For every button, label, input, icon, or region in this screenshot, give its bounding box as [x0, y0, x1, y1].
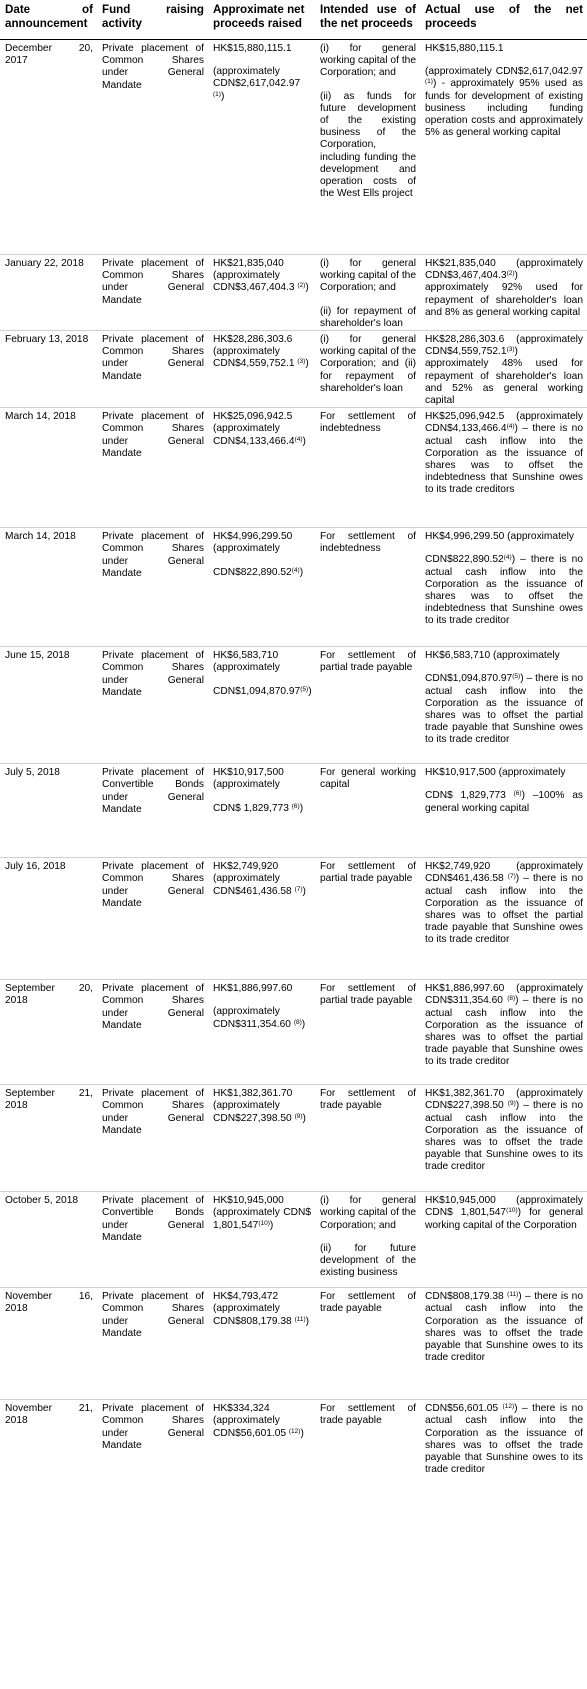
cell-paragraph: HK$334,324 (approximately CDN$56,601.05 $^{(12)}$)	[213, 1403, 304, 1439]
table-row	[0, 1400, 587, 1496]
cell-date: November 16, 2018	[0, 1288, 97, 1400]
cell-activity: Private placement of Common Shares under General Mandate	[97, 331, 208, 408]
cell-paragraph: For settlement of partial trade payable	[320, 983, 416, 1007]
cell-intended	[315, 858, 420, 980]
cell-paragraph: For settlement of partial trade payable	[320, 861, 416, 885]
cell-date: March 14, 2018	[0, 528, 97, 647]
cell-intended	[315, 40, 420, 255]
cell-proceeds	[208, 647, 315, 764]
cell-intended	[315, 764, 420, 858]
cell-paragraph: HK$6,583,710 (approximately	[425, 650, 560, 662]
footnote-marker: (11)	[507, 1291, 519, 1299]
table-row	[0, 40, 587, 255]
cell-paragraph: (approximately CDN$2,617,042.97 $^{(1)}$)	[213, 66, 301, 102]
header-row	[0, 0, 587, 40]
cell-date: July 5, 2018	[0, 764, 97, 858]
header-proceeds: Approximate net proceeds raised	[208, 0, 315, 40]
cell-activity: Private placement of Common Shares under General Mandate	[97, 408, 208, 528]
cell-proceeds	[208, 528, 315, 647]
cell-actual	[420, 647, 587, 764]
cell-paragraph: HK$1,886,997.60	[213, 983, 293, 995]
cell-date: February 13, 2018	[0, 331, 97, 408]
cell-activity: Private placement of Common Shares under General Mandate	[97, 858, 208, 980]
cell-proceeds	[208, 1400, 315, 1496]
cell-activity: Private placement of Convertible Bonds under General Mandate	[97, 1192, 208, 1288]
cell-paragraph: For settlement of trade payable	[320, 1403, 416, 1427]
table-row	[0, 331, 587, 408]
cell-activity: Private placement of Convertible Bonds under General Mandate	[97, 764, 208, 858]
footnote-marker: (12)	[502, 1403, 515, 1411]
cell-actual	[420, 980, 587, 1085]
footnote-marker: (1)	[425, 78, 433, 86]
cell-activity: Private placement of Common Shares under General Mandate	[97, 528, 208, 647]
footnote-marker: (5)	[300, 685, 309, 693]
cell-paragraph: CDN$56,601.05 $^{(12)}$) – there is no actual cash inflow into the Corporation as the issuance of shares was to offset the trade payable that Sunshine owes to its trade creditor	[425, 1403, 583, 1476]
cell-intended	[315, 255, 420, 331]
footnote-marker: (1)	[213, 90, 221, 98]
cell-proceeds	[208, 331, 315, 408]
cell-actual	[420, 255, 587, 331]
cell-activity: Private placement of Common Shares under General Mandate	[97, 1288, 208, 1400]
cell-paragraph: For settlement of trade payable	[320, 1088, 416, 1112]
cell-paragraph: HK$10,945,000 (approximately CDN$ 1,801,547$^{(10)}$) for general working capital of the Corporation	[425, 1195, 583, 1231]
cell-paragraph: CDN$1,094,870.97$^{(5)}$)	[213, 685, 312, 697]
cell-intended	[315, 528, 420, 647]
cell-paragraph: HK$15,880,115.1	[213, 43, 292, 54]
cell-intended	[315, 1400, 420, 1496]
cell-paragraph: HK$10,917,500 (approximately	[425, 767, 566, 779]
cell-activity: Private placement of Common Shares under General Mandate	[97, 1085, 208, 1192]
cell-actual	[420, 1400, 587, 1496]
cell-paragraph: For settlement of indebtedness	[320, 411, 416, 435]
footnote-marker: (3)	[506, 346, 515, 354]
footnote-marker: (8)	[293, 1018, 302, 1026]
footnote-marker: (2)	[297, 282, 306, 290]
footnote-marker: (10)	[258, 1219, 270, 1227]
cell-paragraph: CDN$1,094,870.97$^{(5)}$) – there is no actual cash inflow into the Corporation as the issuance of shares was to offset the partial trade payable that Sunshine owes to its trade creditor	[425, 673, 583, 746]
cell-actual	[420, 1192, 587, 1288]
cell-proceeds	[208, 1288, 315, 1400]
cell-activity: Private placement of Common Shares under General Mandate	[97, 40, 208, 255]
cell-actual	[420, 40, 587, 255]
footnote-marker: (6)	[291, 802, 300, 810]
footnote-marker: (11)	[294, 1315, 306, 1323]
footnote-marker: (7)	[294, 885, 303, 893]
cell-paragraph: (i) for general working capital of the Corporation; and	[320, 43, 416, 79]
cell-activity: Private placement of Common Shares under General Mandate	[97, 980, 208, 1085]
cell-paragraph: For general working capital	[320, 767, 416, 791]
footnote-marker: (9)	[507, 1100, 516, 1108]
table-row	[0, 528, 587, 647]
cell-paragraph: For settlement of trade payable	[320, 1291, 416, 1315]
footnote-marker: (5)	[512, 673, 521, 681]
cell-intended	[315, 647, 420, 764]
cell-date: September 21, 2018	[0, 1085, 97, 1192]
footnote-marker: (10)	[506, 1207, 518, 1215]
cell-intended	[315, 331, 420, 408]
table-row	[0, 647, 587, 764]
cell-intended	[315, 408, 420, 528]
header-intended: Intended use of the net proceeds	[315, 0, 420, 40]
table-body	[0, 40, 587, 1496]
cell-proceeds	[208, 40, 315, 255]
cell-paragraph: HK$10,945,000 (approximately CDN$ 1,801,547$^{(10)}$)	[213, 1195, 311, 1231]
cell-paragraph: HK$1,382,361.70 (approximately CDN$227,398.50 $^{(9)}$) – there is no actual cash inflow into the Corporation as the issuance of shares was to offset the trade payable that Sunshine owes to its trade creditor	[425, 1088, 583, 1173]
footnote-marker: (4)	[506, 423, 515, 431]
cell-date: March 14, 2018	[0, 408, 97, 528]
footnote-marker: (7)	[507, 873, 516, 881]
cell-paragraph: CDN$808,179.38 $^{(11)}$) – there is no actual cash inflow into the Corporation as the issuance of shares was to offset the trade payable that Sunshine owes to its trade creditor	[425, 1291, 583, 1364]
cell-date: October 5, 2018	[0, 1192, 97, 1288]
table-row	[0, 1085, 587, 1192]
cell-date: June 15, 2018	[0, 647, 97, 764]
cell-proceeds	[208, 980, 315, 1085]
cell-paragraph: HK$1,886,997.60 (approximately CDN$311,354.60 $^{(8)}$) – there is no actual cash inflow into the Corporation as the issuance of shares was to offset the partial trade payable that Sunshine owes to its trade creditor	[425, 983, 583, 1068]
cell-activity: Private placement of Common Shares under General Mandate	[97, 647, 208, 764]
cell-proceeds	[208, 858, 315, 980]
cell-activity: Private placement of Common Shares under General Mandate	[102, 1403, 204, 1451]
cell-date: December 20, 2017	[0, 40, 97, 255]
cell-paragraph: HK$2,749,920 (approximately CDN$461,436.58 $^{(7)}$) – there is no actual cash inflow into the Corporation as the issuance of shares was to offset the partial trade payable that Sunshine owes to its trade creditor	[425, 861, 583, 946]
cell-paragraph: HK$28,286,303.6 (approximately CDN$4,559,752.1 $^{(3)}$)	[213, 334, 309, 370]
cell-paragraph: (ii) as funds for future development of the existing business of the Corporation, including funding the development and operation costs of the West Ells project	[320, 90, 416, 200]
cell-actual	[420, 408, 587, 528]
footnote-marker: (8)	[507, 995, 516, 1003]
cell-date: July 16, 2018	[0, 858, 97, 980]
cell-date: January 22, 2018	[0, 255, 97, 331]
footnote-marker: (4)	[294, 435, 303, 443]
cell-paragraph: HK$10,917,500 (approximately	[213, 767, 284, 791]
cell-paragraph: HK$21,835,040 (approximately CDN$3,467,404.3 $^{(2)}$)	[213, 258, 309, 294]
footnote-marker: (4)	[291, 566, 300, 574]
cell-paragraph: CDN$ 1,829,773 $^{(6)}$)	[213, 802, 304, 814]
header-activity: Fund raising activity	[97, 0, 208, 40]
cell-proceeds	[208, 1085, 315, 1192]
table-row	[0, 408, 587, 528]
footnote-marker: (6)	[513, 790, 522, 798]
cell-actual	[420, 764, 587, 858]
cell-actual	[420, 331, 587, 408]
cell-proceeds	[208, 408, 315, 528]
footnote-marker: (3)	[297, 358, 306, 366]
cell-paragraph: For settlement of partial trade payable	[320, 650, 416, 674]
cell-paragraph: For settlement of indebtedness	[320, 531, 416, 555]
cell-proceeds	[208, 255, 315, 331]
cell-activity: Private placement of Common Shares under General Mandate	[97, 255, 208, 331]
cell-paragraph: HK$4,793,472 (approximately CDN$808,179.38 $^{(11)}$)	[213, 1291, 310, 1327]
cell-actual	[420, 858, 587, 980]
cell-paragraph: CDN$ 1,829,773 $^{(6)}$) –100% as general working capital	[425, 790, 583, 814]
cell-paragraph: CDN$822,890.52$^{(4)}$)	[213, 566, 304, 578]
cell-paragraph: CDN$822,890.52$^{(4)}$) – there is no actual cash inflow into the Corporation as the issuance of shares was to offset the indebtedness that Sunshine owes to its trade creditor	[425, 554, 583, 627]
table-header	[0, 0, 587, 40]
table-row	[0, 858, 587, 980]
footnote-marker: (2)	[506, 270, 515, 278]
cell-intended	[315, 1288, 420, 1400]
cell-paragraph: (approximately CDN$311,354.60 $^{(8)}$)	[213, 1006, 306, 1030]
cell-date: November 21, 2018	[5, 1403, 93, 1427]
cell-paragraph: (i) for general working capital of the Corporation; and	[320, 1195, 416, 1231]
footnote-marker: (4)	[503, 554, 512, 562]
header-actual: Actual use of the net proceeds	[420, 0, 587, 40]
cell-paragraph: HK$15,880,115.1	[425, 43, 504, 54]
header-date: Date of announcement	[0, 0, 97, 40]
cell-paragraph: HK$4,996,299.50 (approximately	[425, 531, 574, 543]
cell-intended	[315, 1085, 420, 1192]
cell-paragraph: HK$28,286,303.6 (approximately CDN$4,559,752.1$^{(3)}$) approximately 48% used for repayment of shareholder's loan and 52% as general working capital	[425, 334, 583, 407]
cell-paragraph: HK$25,096,942.5 (approximately CDN$4,133,466.4$^{(4)}$)	[213, 411, 306, 447]
footnote-marker: (12)	[288, 1427, 301, 1435]
cell-actual	[420, 1288, 587, 1400]
cell-paragraph: (i) for general working capital of the Corporation; and (ii) for repayment of shareholder's loan	[320, 334, 416, 394]
cell-actual	[420, 1085, 587, 1192]
table-row	[0, 1192, 587, 1288]
cell-intended	[315, 1192, 420, 1288]
cell-paragraph: HK$4,996,299.50 (approximately	[213, 531, 293, 555]
cell-paragraph: (approximately CDN$2,617,042.97 $^{(1)}$) - approximately 95% used as funds for development of existing business including funding operation costs and approximately 5% as general working capital	[425, 66, 583, 139]
footnote-marker: (9)	[294, 1112, 303, 1120]
cell-proceeds	[208, 1192, 315, 1288]
cell-paragraph: (i) for general working capital of the Corporation; and	[320, 258, 416, 294]
table-row	[0, 1288, 587, 1400]
cell-date: September 20, 2018	[0, 980, 97, 1085]
cell-paragraph: HK$2,749,920 (approximately CDN$461,436.58 $^{(7)}$)	[213, 861, 306, 897]
cell-paragraph: HK$6,583,710 (approximately	[213, 650, 280, 674]
cell-paragraph: HK$1,382,361.70 (approximately CDN$227,398.50 $^{(9)}$)	[213, 1088, 306, 1124]
cell-paragraph: (ii) for future development of the existing business	[320, 1242, 416, 1279]
cell-paragraph: (ii) for repayment of shareholder's loan	[320, 305, 416, 329]
table-row	[0, 764, 587, 858]
cell-paragraph: HK$25,096,942.5 (approximately CDN$4,133,466.4$^{(4)}$) – there is no actual cash inflow into the Corporation as the issuance of shares was to offset the indebtedness that Sunshine owes to its trade creditors	[425, 411, 583, 496]
cell-intended	[315, 980, 420, 1085]
cell-actual	[420, 528, 587, 647]
table-row	[0, 255, 587, 331]
table-row	[0, 980, 587, 1085]
cell-proceeds	[208, 764, 315, 858]
cell-paragraph: HK$21,835,040 (approximately CDN$3,467,404.3$^{(2)}$) approximately 92% used for repayment of shareholder's loan and 8% as general working capital	[425, 258, 583, 318]
